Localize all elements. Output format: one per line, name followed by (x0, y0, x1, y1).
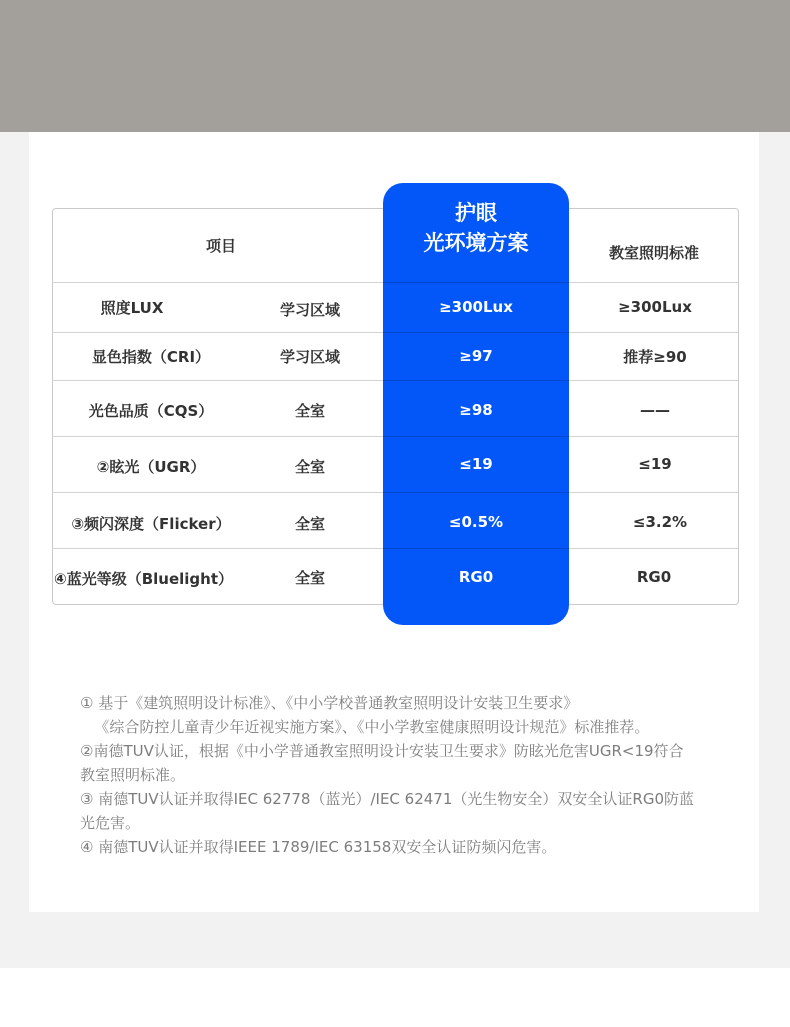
row-scope: 全室 (294, 457, 325, 476)
row-standard: ≥300Lux (618, 298, 692, 316)
highlight-divider (383, 492, 569, 493)
footnotes (80, 691, 720, 859)
row-item: ④蓝光等级（Bluelight） (54, 569, 233, 588)
footnote-line: ②南德TUV认证，根据《中小学普通教室照明设计安装卫生要求》防眩光危害UGR<19符合 (80, 742, 684, 760)
header-item: 项目 (205, 237, 236, 255)
row-scope: 学习区域 (279, 300, 340, 319)
row-standard: —— (640, 401, 670, 419)
row-item: ②眩光（UGR） (96, 457, 206, 476)
row-solution: ≥300Lux (439, 298, 513, 316)
row-solution: ≤0.5% (448, 513, 504, 531)
row-standard: ≤3.2% (632, 513, 688, 531)
row-scope: 全室 (294, 401, 325, 420)
row-solution: ≤19 (459, 455, 493, 473)
highlight-divider (383, 380, 569, 381)
row-standard: ≤19 (638, 455, 672, 473)
footnote-line: ① 基于《建筑照明设计标准》、《中小学校普通教室照明设计安装卫生要求》 (80, 694, 579, 712)
header-highlight (383, 198, 569, 258)
row-item: ③频闪深度（Flicker） (71, 514, 231, 533)
row-standard: RG0 (636, 568, 672, 586)
row-scope: 全室 (294, 514, 325, 533)
footnote-line: ④ 南德TUV认证并取得IEEE 1789/IEC 63158双安全认证防频闪危害。 (80, 838, 557, 856)
row-item: 显色指数（CRI） (91, 347, 211, 366)
row-item: 光色品质（CQS） (88, 401, 214, 420)
footnote-line: 《综合防控儿童青少年近视实施方案》、《中小学教室健康照明设计规范》标准推荐。 (80, 718, 650, 736)
footnote-line: ③ 南德TUV认证并取得IEC 62778（蓝光）/IEC 62471（光生物安全）双安全认证RG0防蓝 (80, 790, 694, 808)
row-item: 照度LUX (100, 298, 164, 317)
row-solution: ≥97 (459, 347, 493, 365)
row-solution: ≥98 (459, 401, 493, 419)
header-highlight-line2: 光环境方案 (423, 231, 529, 255)
top-banner-image (0, 0, 790, 132)
footnote-line: 光危害。 (80, 814, 141, 832)
row-standard: 推荐≥90 (623, 347, 687, 366)
row-scope: 学习区域 (279, 347, 340, 366)
header-highlight-line1: 护眼 (455, 201, 497, 225)
header-standard: 教室照明标准 (608, 244, 699, 262)
row-solution: RG0 (458, 568, 494, 586)
footnote-line: 教室照明标准。 (80, 766, 186, 784)
row-scope: 全室 (294, 568, 325, 587)
